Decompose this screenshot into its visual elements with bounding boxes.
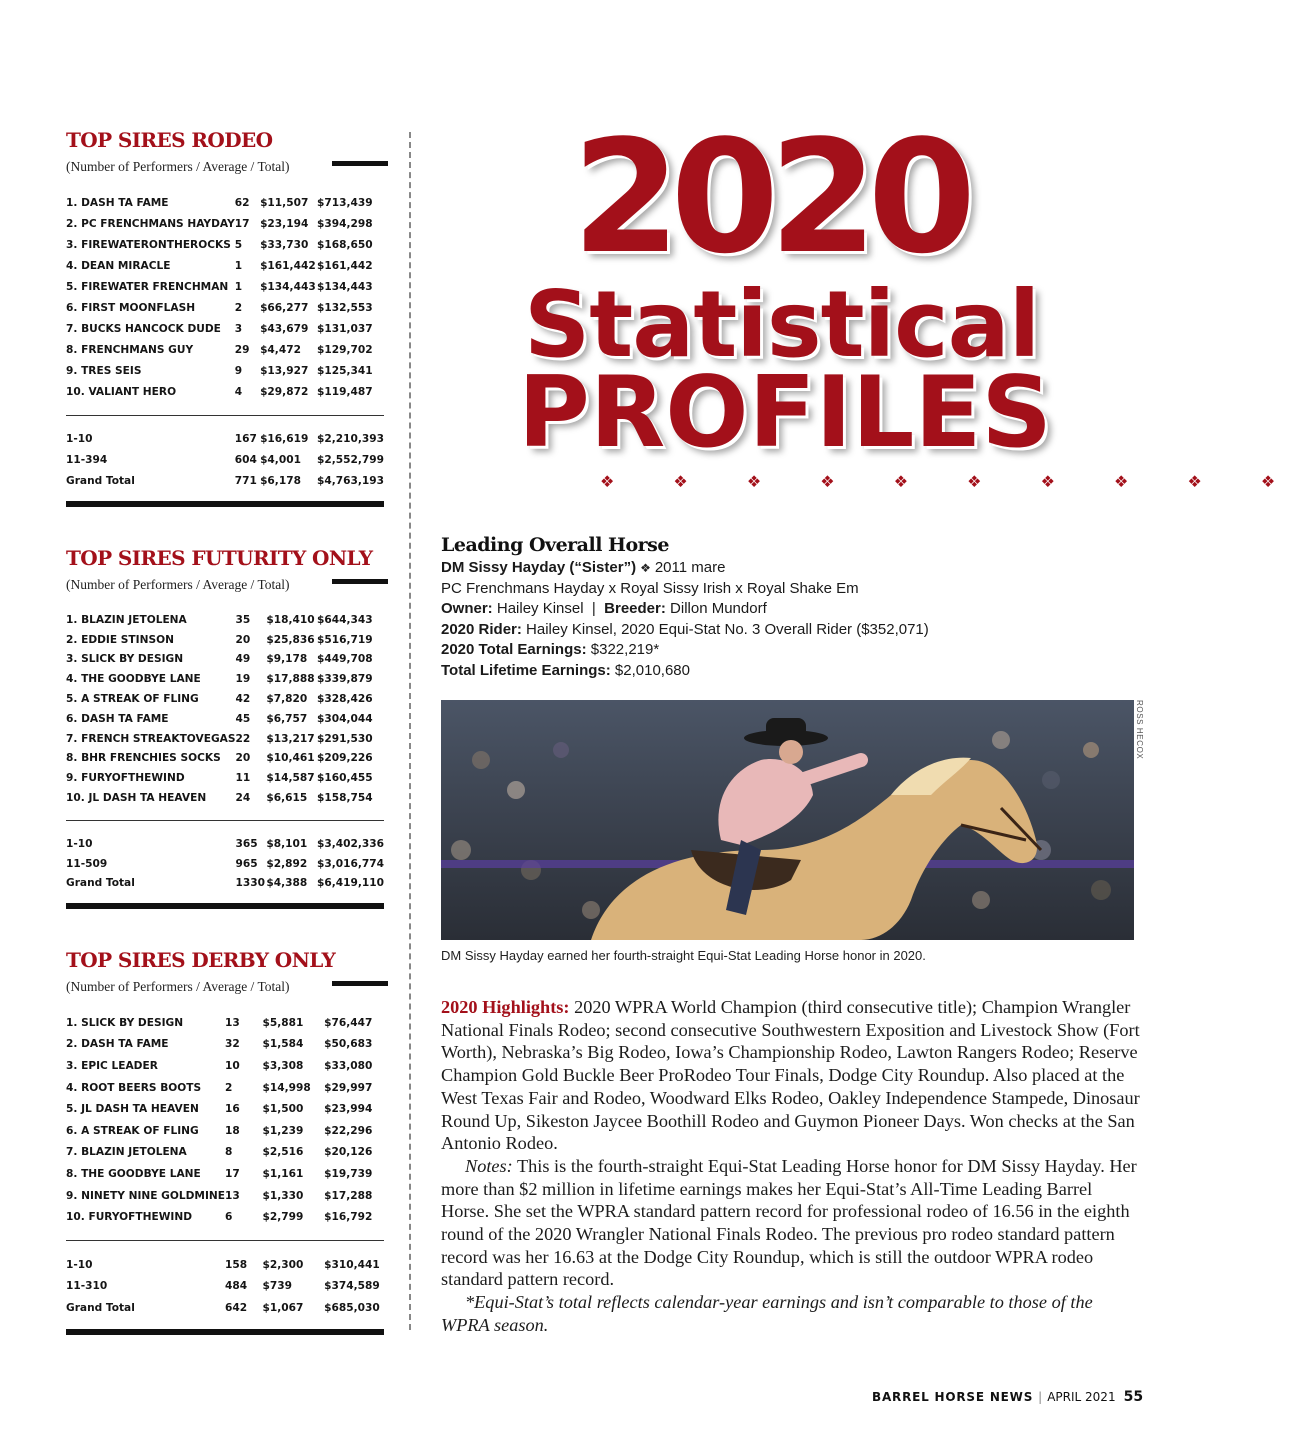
sire-name: 2. EDDIE STINSON (66, 633, 174, 646)
performer-count: 18 (225, 1124, 240, 1137)
totals-rule (66, 1228, 384, 1254)
sire-name: 11-394 (66, 453, 108, 466)
performer-count: 42 (235, 693, 251, 706)
performer-count: 965 (235, 857, 258, 870)
average-earnings: $134,443 (260, 280, 316, 293)
sire-name: 11-310 (66, 1280, 108, 1293)
total-earnings: $2,552,799 (316, 453, 384, 466)
total-earnings: $168,650 (316, 238, 373, 251)
table-row (66, 630, 384, 650)
performer-count: 1 (234, 259, 243, 272)
table-row (66, 768, 384, 788)
sire-name: 7. BLAZIN JETOLENA (66, 1146, 187, 1159)
total-earnings: $19,739 (324, 1167, 373, 1180)
average-earnings: $2,300 (262, 1258, 304, 1271)
performer-count: 642 (225, 1301, 248, 1314)
sire-name: Grand Total (66, 474, 135, 487)
section-title: TOP SIRES DERBY ONLY (66, 948, 336, 972)
sire-name: 9. FURYOFTHEWIND (66, 772, 185, 785)
top-sires-derby (66, 948, 388, 1335)
total-earnings: $328,426 (316, 693, 373, 706)
lifetime-earnings-line: Total Lifetime Earnings: $2,010,680 (441, 661, 690, 679)
highlights-label: 2020 Highlights: (441, 997, 570, 1017)
table-row (66, 1206, 384, 1228)
table-row (66, 689, 384, 709)
performer-count: 20 (235, 752, 251, 765)
performer-count: 35 (235, 613, 251, 626)
table-row (66, 1163, 384, 1185)
total-earnings: $22,296 (324, 1124, 373, 1137)
average-earnings: $161,442 (260, 259, 316, 272)
totals-row (66, 874, 384, 894)
performer-count: 3 (234, 322, 243, 335)
performer-count: 29 (234, 343, 250, 356)
average-earnings: $9,178 (266, 653, 308, 666)
average-earnings: $2,892 (266, 857, 308, 870)
earnings-line: 2020 Total Earnings: $322,219* (441, 641, 660, 659)
total-earnings: $16,792 (324, 1211, 373, 1224)
page-footer: BARREL HORSE NEWS | APRIL 2021 55 (872, 1389, 1144, 1405)
ornament-diamonds: ❖ ❖ ❖ ❖ ❖ ❖ ❖ ❖ ❖ ❖ (600, 472, 1302, 491)
average-earnings: $4,472 (260, 343, 301, 356)
photo-caption: DM Sissy Hayday earned her fourth-straight Equi-Stat Leading Horse honor in 2020. (441, 948, 926, 963)
total-earnings: $4,763,193 (316, 474, 384, 487)
average-earnings: $14,587 (266, 772, 315, 785)
table-row (66, 276, 384, 297)
article-body (441, 996, 1141, 1337)
barrel-race-illustration (441, 700, 1134, 940)
sire-name: Grand Total (66, 877, 135, 890)
totals-row (66, 449, 384, 470)
sire-name: 5. FIREWATER FRENCHMAN (66, 280, 229, 293)
sire-name: 8. FRENCHMANS GUY (66, 343, 194, 356)
average-earnings: $25,836 (266, 633, 315, 646)
totals-row (66, 854, 384, 874)
performer-count: 20 (235, 633, 251, 646)
horse-line (441, 558, 1161, 579)
average-earnings: $2,799 (262, 1211, 304, 1224)
section-subtitle: (Number of Performers / Average / Total) (66, 976, 388, 994)
performer-count: 17 (234, 217, 250, 230)
total-earnings: $516,719 (316, 633, 373, 646)
total-earnings: $125,341 (316, 364, 373, 377)
table-row (66, 749, 384, 769)
pedigree: PC Frenchmans Hayday x Royal Sissy Irish x Royal Shake Em (441, 579, 859, 597)
totals-row (66, 428, 384, 449)
performer-count: 17 (225, 1167, 240, 1180)
total-earnings: $129,702 (316, 343, 373, 356)
average-earnings: $1,239 (262, 1124, 304, 1137)
totals-rule (66, 808, 384, 834)
total-earnings: $2,210,393 (316, 432, 384, 445)
rider-line: 2020 Rider: Hailey Kinsel, 2020 Equi-Stat No. 3 Overall Rider ($352,071) (441, 620, 929, 638)
sire-name: 10. FURYOFTHEWIND (66, 1211, 193, 1224)
table-row (66, 381, 384, 402)
average-earnings: $17,888 (266, 673, 315, 686)
issue-date: APRIL 2021 (1047, 1390, 1116, 1404)
total-earnings: $310,441 (324, 1258, 380, 1271)
performer-count: 167 (234, 432, 257, 445)
sire-name: 6. FIRST MOONFLASH (66, 301, 196, 314)
total-earnings: $119,487 (316, 385, 373, 398)
table-row (66, 650, 384, 670)
sire-name: 6. DASH TA FAME (66, 712, 169, 725)
total-earnings: $20,126 (324, 1146, 373, 1159)
total-earnings: $304,044 (316, 712, 373, 725)
total-earnings: $29,997 (324, 1081, 373, 1094)
performer-count: 1330 (235, 877, 265, 890)
sire-name: 9. NINETY NINE GOLDMINE (66, 1189, 226, 1202)
sire-name: 4. ROOT BEERS BOOTS (66, 1081, 202, 1094)
average-earnings: $14,998 (262, 1081, 311, 1094)
total-earnings: $131,037 (316, 322, 373, 335)
average-earnings: $6,757 (266, 712, 308, 725)
average-earnings: $6,615 (266, 792, 308, 805)
sire-name: 1. BLAZIN JETOLENA (66, 613, 187, 626)
total-earnings: $17,288 (324, 1189, 373, 1202)
table-row (66, 192, 384, 213)
total-earnings: $3,016,774 (316, 857, 384, 870)
publication-name: BARREL HORSE NEWS (872, 1390, 1034, 1404)
table-bottom-bar (66, 491, 384, 507)
sire-table (66, 1012, 384, 1335)
performer-count: 45 (235, 712, 251, 725)
sire-name: 1-10 (66, 432, 93, 445)
total-earnings: $374,589 (324, 1280, 380, 1293)
average-earnings: $23,194 (260, 217, 309, 230)
total-earnings: $23,994 (324, 1103, 373, 1116)
performer-count: 11 (235, 772, 251, 785)
totals-row (66, 834, 384, 854)
table-row (66, 255, 384, 276)
average-earnings: $10,461 (266, 752, 315, 765)
highlights-paragraph: 2020 Highlights: 2020 WPRA World Champion (third consecutive title); Champion Wrangler National Finals Rodeo; second consecutive Southwestern Exposition and Livestock Show (Fort Worth), Nebraska’s Big Rodeo, Iowa’s Championship Rodeo, Lawton Rangers Rodeo; Reserve Champion Gold Buckle Beer ProRodeo Tour Finals, Dodge City Roundup. Also placed at the West Texas Fair and Rodeo, Woodward Elks Rodeo, Oakley Independence Stampede, Dinosaur Round Up, Sikeston Jaycee Boothill Rodeo and Guymon Pioneer Days. Won checks at the San Antonio Rodeo. (441, 997, 1140, 1154)
total-earnings: $209,226 (316, 752, 373, 765)
average-earnings: $1,500 (262, 1103, 304, 1116)
average-earnings: $66,277 (260, 301, 309, 314)
average-earnings: $8,101 (266, 837, 308, 850)
page-number: 55 (1123, 1389, 1144, 1405)
sire-name: 3. FIREWATERONTHEROCKS (66, 238, 231, 251)
sire-name: 10. VALIANT HERO (66, 385, 177, 398)
average-earnings: $43,679 (260, 322, 309, 335)
headline-year: 2020 (572, 106, 967, 288)
horse-name: DM Sissy Hayday (“Sister”) (441, 559, 637, 576)
sire-name: 4. DEAN MIRACLE (66, 259, 171, 272)
table-row (66, 360, 384, 381)
performer-count: 2 (225, 1081, 233, 1094)
section-subtitle: (Number of Performers / Average / Total) (66, 574, 388, 592)
total-earnings: $161,442 (316, 259, 373, 272)
performer-count: 13 (225, 1016, 240, 1029)
totals-row (66, 1254, 384, 1276)
table-row (66, 213, 384, 234)
performer-count: 484 (225, 1280, 248, 1293)
performer-count: 2 (234, 301, 243, 314)
performer-count: 771 (234, 474, 257, 487)
section-title: TOP SIRES RODEO (66, 128, 273, 152)
total-earnings: $158,754 (316, 792, 373, 805)
table-bottom-bar (66, 893, 384, 909)
table-row (66, 709, 384, 729)
average-earnings: $739 (262, 1280, 293, 1293)
table-row (66, 1185, 384, 1207)
average-earnings: $1,330 (262, 1189, 304, 1202)
totals-rule (66, 402, 384, 428)
total-earnings: $644,343 (316, 613, 373, 626)
average-earnings: $5,881 (262, 1016, 304, 1029)
table-row (66, 1142, 384, 1164)
sire-name: 9. TRES SEIS (66, 364, 142, 377)
average-earnings: $11,507 (260, 196, 309, 209)
table-row (66, 610, 384, 630)
table-row (66, 318, 384, 339)
table-row (66, 1077, 384, 1099)
performer-count: 62 (234, 196, 250, 209)
table-row (66, 1012, 384, 1034)
table-row (66, 297, 384, 318)
average-earnings: $16,619 (260, 432, 309, 445)
total-earnings: $394,298 (316, 217, 373, 230)
sire-name: 7. BUCKS HANCOCK DUDE (66, 322, 221, 335)
section-subtitle: (Number of Performers / Average / Total) (66, 156, 388, 174)
performer-count: 24 (235, 792, 251, 805)
total-earnings: $713,439 (316, 196, 373, 209)
performer-count: 158 (225, 1258, 248, 1271)
table-row (66, 1120, 384, 1142)
table-row (66, 1098, 384, 1120)
table-row (66, 1034, 384, 1056)
table-row (66, 669, 384, 689)
section-title: TOP SIRES FUTURITY ONLY (66, 546, 373, 570)
horse-info: 2011 mare (654, 559, 726, 576)
table-row (66, 729, 384, 749)
sire-name: 6. A STREAK OF FLING (66, 1124, 199, 1137)
average-earnings: $33,730 (260, 238, 309, 251)
performer-count: 604 (234, 453, 257, 466)
sire-name: 3. EPIC LEADER (66, 1059, 158, 1072)
sire-name: 1-10 (66, 1258, 93, 1271)
notes-paragraph: Notes: This is the fourth-straight Equi-Stat Leading Horse honor for DM Sissy Hayday. Her more than $2 million in lifetime earnings makes her Equi-Stat’s All-Time Leading Barrel Horse. She set the WPRA standard pattern record for professional rodeo of 16.56 in the eighth round of the 2020 Wrangler National Finals Rodeo. The previous pro rodeo standard pattern record was her 16.63 at the Dodge City Roundup, which is still the outdoor WPRA rodeo standard pattern record. (441, 1155, 1137, 1290)
performer-count: 4 (234, 385, 243, 398)
sire-name: 11-509 (66, 857, 108, 870)
performer-count: 22 (235, 732, 251, 745)
totals-row (66, 470, 384, 491)
photo-credit: ROSS HECOX (1135, 700, 1144, 760)
average-earnings: $7,820 (266, 693, 308, 706)
sire-name: 2. DASH TA FAME (66, 1038, 169, 1051)
total-earnings: $449,708 (316, 653, 373, 666)
average-earnings: $13,927 (260, 364, 309, 377)
sire-name: 2. PC FRENCHMANS HAYDAY (66, 217, 235, 230)
sire-table (66, 192, 384, 507)
table-bottom-bar (66, 1319, 384, 1335)
table-row (66, 339, 384, 360)
total-earnings: $6,419,110 (316, 877, 384, 890)
top-sires-futurity (66, 546, 388, 909)
sire-name: 8. BHR FRENCHIES SOCKS (66, 752, 221, 765)
profile-title: Leading Overall Horse (441, 534, 669, 556)
sire-name: 5. A STREAK OF FLING (66, 693, 199, 706)
total-earnings: $160,455 (316, 772, 373, 785)
performer-count: 5 (234, 238, 243, 251)
column-divider (409, 132, 411, 1330)
average-earnings: $3,308 (262, 1059, 304, 1072)
table-row (66, 234, 384, 255)
headline-statistical: Statistical (524, 271, 1040, 378)
total-earnings: $134,443 (316, 280, 373, 293)
total-earnings: $132,553 (316, 301, 373, 314)
performer-count: 19 (235, 673, 251, 686)
sire-name: 1. DASH TA FAME (66, 196, 169, 209)
total-earnings: $291,530 (316, 732, 373, 745)
sire-name: 4. THE GOODBYE LANE (66, 673, 201, 686)
owner-name: Hailey Kinsel (496, 600, 584, 618)
top-sires-rodeo (66, 128, 388, 507)
performer-count: 6 (225, 1211, 233, 1224)
performer-count: 8 (225, 1146, 233, 1159)
sire-name: 5. JL DASH TA HEAVEN (66, 1103, 199, 1116)
notes-label: Notes: (465, 1155, 513, 1176)
owner-breeder: Owner: Hailey Kinsel | Breeder: Dillon Mundorf (441, 600, 767, 618)
performer-count: 49 (235, 653, 251, 666)
performer-count: 1 (234, 280, 243, 293)
total-earnings: $339,879 (316, 673, 373, 686)
sire-name: Grand Total (66, 1301, 135, 1314)
totals-row (66, 1297, 384, 1319)
sire-name: 1-10 (66, 837, 93, 850)
leading-horse-profile (441, 532, 1161, 682)
performer-count: 365 (235, 837, 258, 850)
performer-count: 9 (234, 364, 243, 377)
sire-name: 7. FRENCH STREAKTOVEGAS (66, 732, 236, 745)
average-earnings: $1,584 (262, 1038, 304, 1051)
table-row (66, 1055, 384, 1077)
performer-count: 10 (225, 1059, 240, 1072)
sire-table (66, 610, 384, 909)
total-earnings: $33,080 (324, 1059, 373, 1072)
headline-profiles: PROFILES (518, 356, 1052, 470)
average-earnings: $4,001 (260, 453, 301, 466)
performer-count: 32 (225, 1038, 240, 1051)
performer-count: 16 (225, 1103, 240, 1116)
average-earnings: $1,067 (262, 1301, 304, 1314)
performer-count: 13 (225, 1189, 240, 1202)
sire-name: 3. SLICK BY DESIGN (66, 653, 184, 666)
average-earnings: $2,516 (262, 1146, 304, 1159)
average-earnings: $6,178 (260, 474, 301, 487)
diamond-icon: ❖ (640, 561, 651, 575)
average-earnings: $29,872 (260, 385, 309, 398)
sire-name: 8. THE GOODBYE LANE (66, 1167, 201, 1180)
average-earnings: $18,410 (266, 613, 315, 626)
sire-name: 10. JL DASH TA HEAVEN (66, 792, 207, 805)
sire-name: 1. SLICK BY DESIGN (66, 1016, 184, 1029)
footnote: *Equi-Stat’s total reflects calendar-year earnings and isn’t comparable to those of the WPRA season. (441, 1292, 1093, 1335)
totals-row (66, 1276, 384, 1298)
total-earnings: $50,683 (324, 1038, 373, 1051)
average-earnings: $4,388 (266, 877, 308, 890)
average-earnings: $1,161 (262, 1167, 304, 1180)
breeder-name: Dillon Mundorf (670, 600, 767, 618)
total-earnings: $3,402,336 (316, 837, 384, 850)
rodeo-photo (441, 700, 1134, 940)
table-row (66, 788, 384, 808)
total-earnings: $685,030 (324, 1301, 380, 1314)
total-earnings: $76,447 (324, 1016, 373, 1029)
average-earnings: $13,217 (266, 732, 315, 745)
